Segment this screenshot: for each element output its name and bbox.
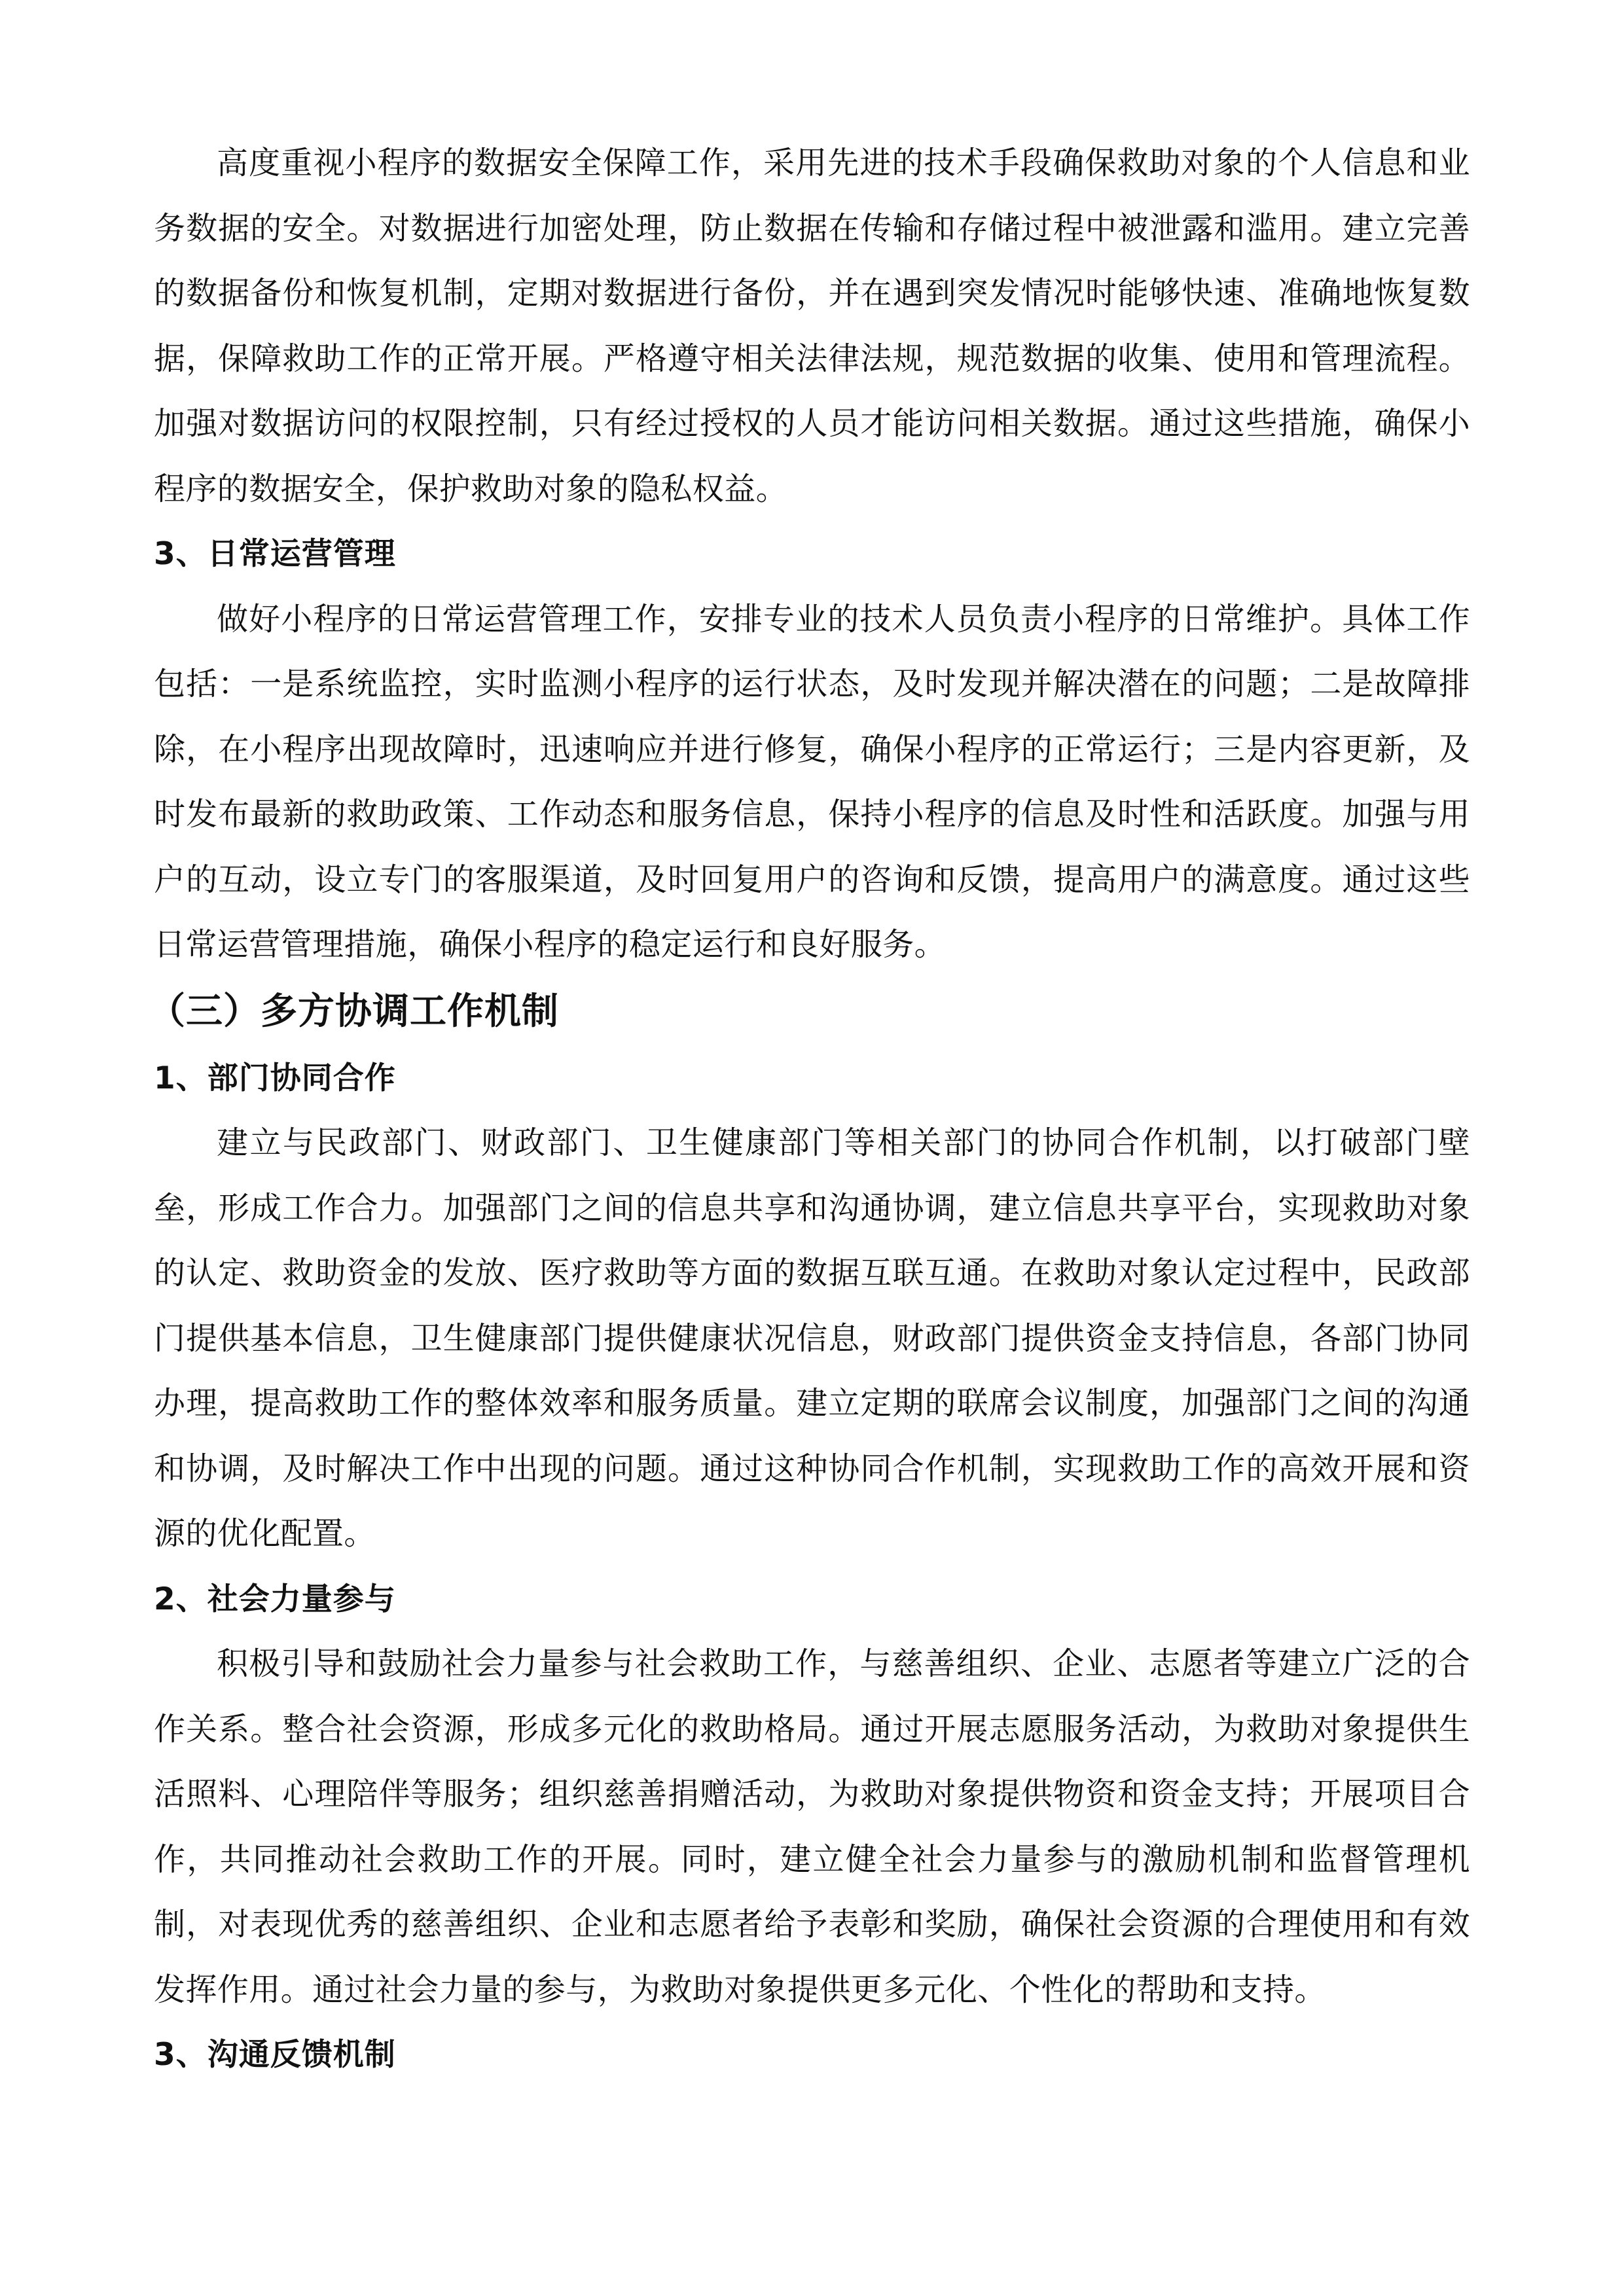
paragraph-social-participation: 积极引导和鼓励社会力量参与社会救助工作，与慈善组织、企业、志愿者等建立广泛的合作关系。整合社会资源，形成多元化的救助格局。通过开展志愿服务活动，为救助对象提供生活照料、心理陪伴等服务；组织慈善捐赠活动，为救助对象提供物资和资金支持；开展项目合作，共同推动社会救助工作的开展。同时，建立健全社会力量参与的激励机制和监督管理机制，对表现优秀的慈善组织、企业和志愿者给予表彰和奖励，确保社会资源的合理使用和有效发挥作用。通过社会力量的参与，为救助对象提供更多元化、个性化的帮助和支持。: [154, 1645, 1470, 2008]
paragraph-department-cooperation: 建立与民政部门、财政部门、卫生健康部门等相关部门的协同合作机制，以打破部门壁垒，形成工作合力。加强部门之间的信息共享和沟通协调，建立信息共享平台，实现救助对象的认定、救助资金的发放、医疗救助等方面的数据互联互通。在救助对象认定过程中，民政部门提供基本信息，卫生健康部门提供健康状况信息，财政部门提供资金支持信息，各部门协同办理，提高救助工作的整体效率和服务质量。建立定期的联席会议制度，加强部门之间的沟通和协调，及时解决工作中出现的问题。通过这种协同合作机制，实现救助工作的高效开展和资源的优化配置。: [154, 1124, 1470, 1552]
heading-department-cooperation: 1、部门协同合作: [154, 1060, 396, 1096]
paragraph-data-security: 高度重视小程序的数据安全保障工作，采用先进的技术手段确保救助对象的个人信息和业务数据的安全。对数据进行加密处理，防止数据在传输和存储过程中被泄露和滥用。建立完善的数据备份和恢复机制，定期对数据进行备份，并在遇到突发情况时能够快速、准确地恢复数据，保障救助工作的正常开展。严格遵守相关法律法规，规范数据的收集、使用和管理流程。加强对数据访问的权限控制，只有经过授权的人员才能访问相关数据。通过这些措施，确保小程序的数据安全，保护救助对象的隐私权益。: [154, 145, 1470, 507]
paragraph-daily-operations: 做好小程序的日常运营管理工作，安排专业的技术人员负责小程序的日常维护。具体工作包括：一是系统监控，实时监测小程序的运行状态，及时发现并解决潜在的问题；二是故障排除，在小程序出现故障时，迅速响应并进行修复，确保小程序的正常运行；三是内容更新，及时发布最新的救助政策、工作动态和服务信息，保持小程序的信息及时性和活跃度。加强与用户的互动，设立专门的客服渠道，及时回复用户的咨询和反馈，提高用户的满意度。通过这些日常运营管理措施，确保小程序的稳定运行和良好服务。: [154, 600, 1470, 963]
heading-social-participation: 2、社会力量参与: [154, 1581, 396, 1617]
heading-communication-feedback: 3、沟通反馈机制: [154, 2037, 396, 2073]
heading-daily-operations: 3、日常运营管理: [154, 536, 396, 572]
heading-multi-party-coordination: （三）多方协调工作机制: [149, 990, 559, 1033]
